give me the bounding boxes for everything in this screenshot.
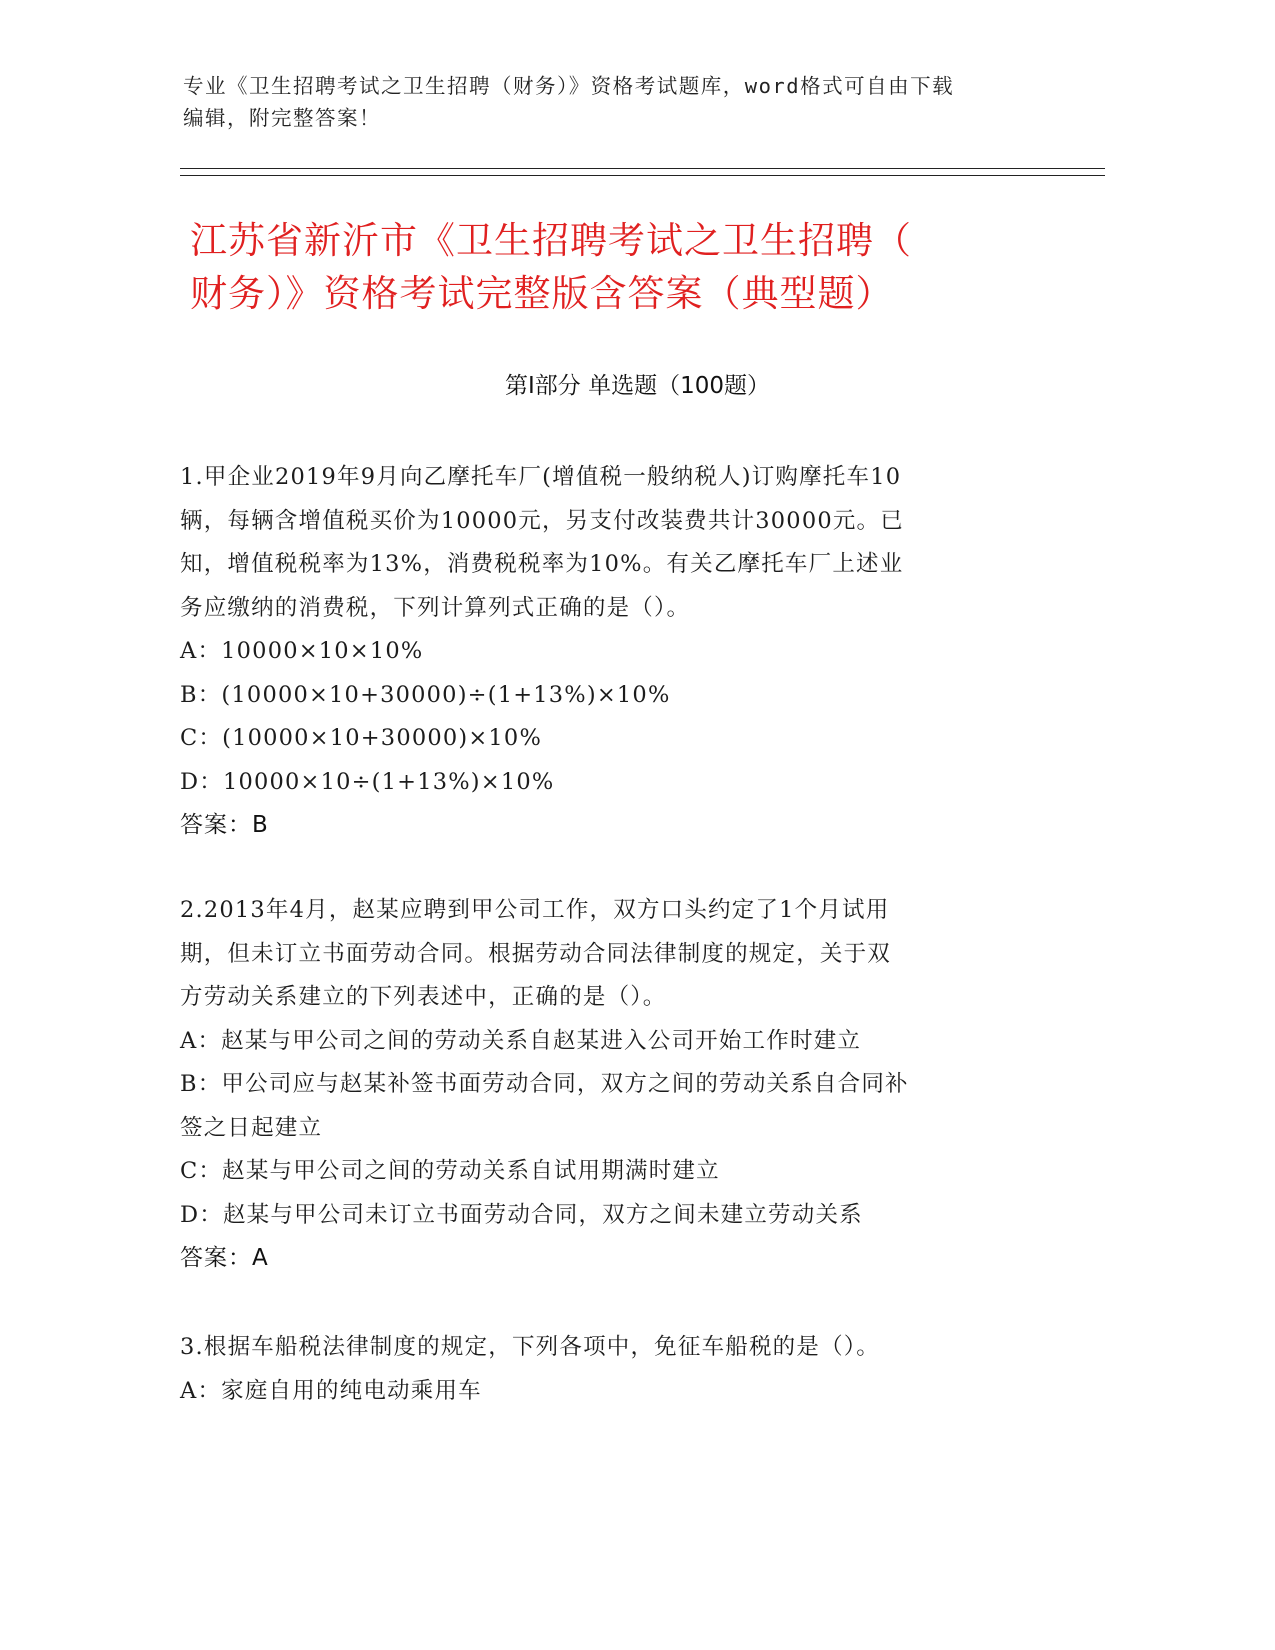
answer-option: A：10000×10×10%: [180, 638, 424, 664]
question-answer: 答案：B: [180, 812, 269, 838]
answer-option: B：甲公司应与赵某补签书面劳动合同，双方之间的劳动关系自合同补: [180, 1071, 909, 1097]
question-stem-line: 方劳动关系建立的下列表述中，正确的是（）。: [180, 984, 667, 1010]
question-block: [180, 889, 1040, 1281]
answer-option: C：(10000×10+30000)×10%: [180, 725, 543, 751]
answer-option: D：10000×10÷(1+13%)×10%: [180, 768, 555, 795]
question-stem-line: 3.根据车船税法律制度的规定，下列各项中，免征车船税的是（）。: [180, 1334, 880, 1360]
question-stem-line: 辆，每辆含增值税买价为10000元，另支付改装费共计30000元。已: [180, 507, 904, 534]
answer-option: D：赵某与甲公司未订立书面劳动合同，双方之间未建立劳动关系: [180, 1201, 863, 1228]
question-stem-line: 知，增值税税率为13%，消费税税率为10%。有关乙摩托车厂上述业: [180, 551, 904, 577]
document-title-line: 江苏省新沂市《卫生招聘考试之卫生招聘（: [190, 219, 912, 262]
section-title: 第Ⅰ部分 单选题（100题）: [505, 373, 770, 399]
answer-option: B：(10000×10+30000)÷(1+13%)×10%: [180, 681, 671, 708]
answer-option: A：赵某与甲公司之间的劳动关系自赵某进入公司开始工作时建立: [180, 1027, 862, 1054]
question-stem-line: 务应缴纳的消费税，下列计算列式正确的是（）。: [180, 594, 691, 621]
header-note: [183, 70, 1053, 134]
header-note-line: 编辑，附完整答案！: [183, 106, 381, 130]
question-answer: 答案：A: [180, 1245, 269, 1271]
header-divider: [180, 175, 1105, 176]
header-divider: [180, 168, 1105, 169]
answer-option: 签之日起建立: [180, 1114, 323, 1141]
question-stem-line: 2.2013年4月，赵某应聘到甲公司工作，双方口头约定了1个月试用: [180, 897, 890, 923]
header-note-line: 专业《卫生招聘考试之卫生招聘（财务）》资格考试题库，word格式可自由下载: [183, 74, 955, 98]
answer-option: C：赵某与甲公司之间的劳动关系自试用期满时建立: [180, 1158, 720, 1184]
document-title: [190, 214, 1090, 320]
question-stem-line: 1.甲企业2019年9月向乙摩托车厂(增值税一般纳税人)订购摩托车10: [180, 464, 902, 490]
document-title-line: 财务）》资格考试完整版含答案（典型题）: [190, 272, 894, 315]
question-block: [180, 456, 1040, 848]
question-stem-line: 期，但未订立书面劳动合同。根据劳动合同法律制度的规定，关于双: [180, 940, 892, 967]
question-block: [180, 1326, 1040, 1413]
answer-option: A：家庭自用的纯电动乘用车: [180, 1377, 482, 1404]
